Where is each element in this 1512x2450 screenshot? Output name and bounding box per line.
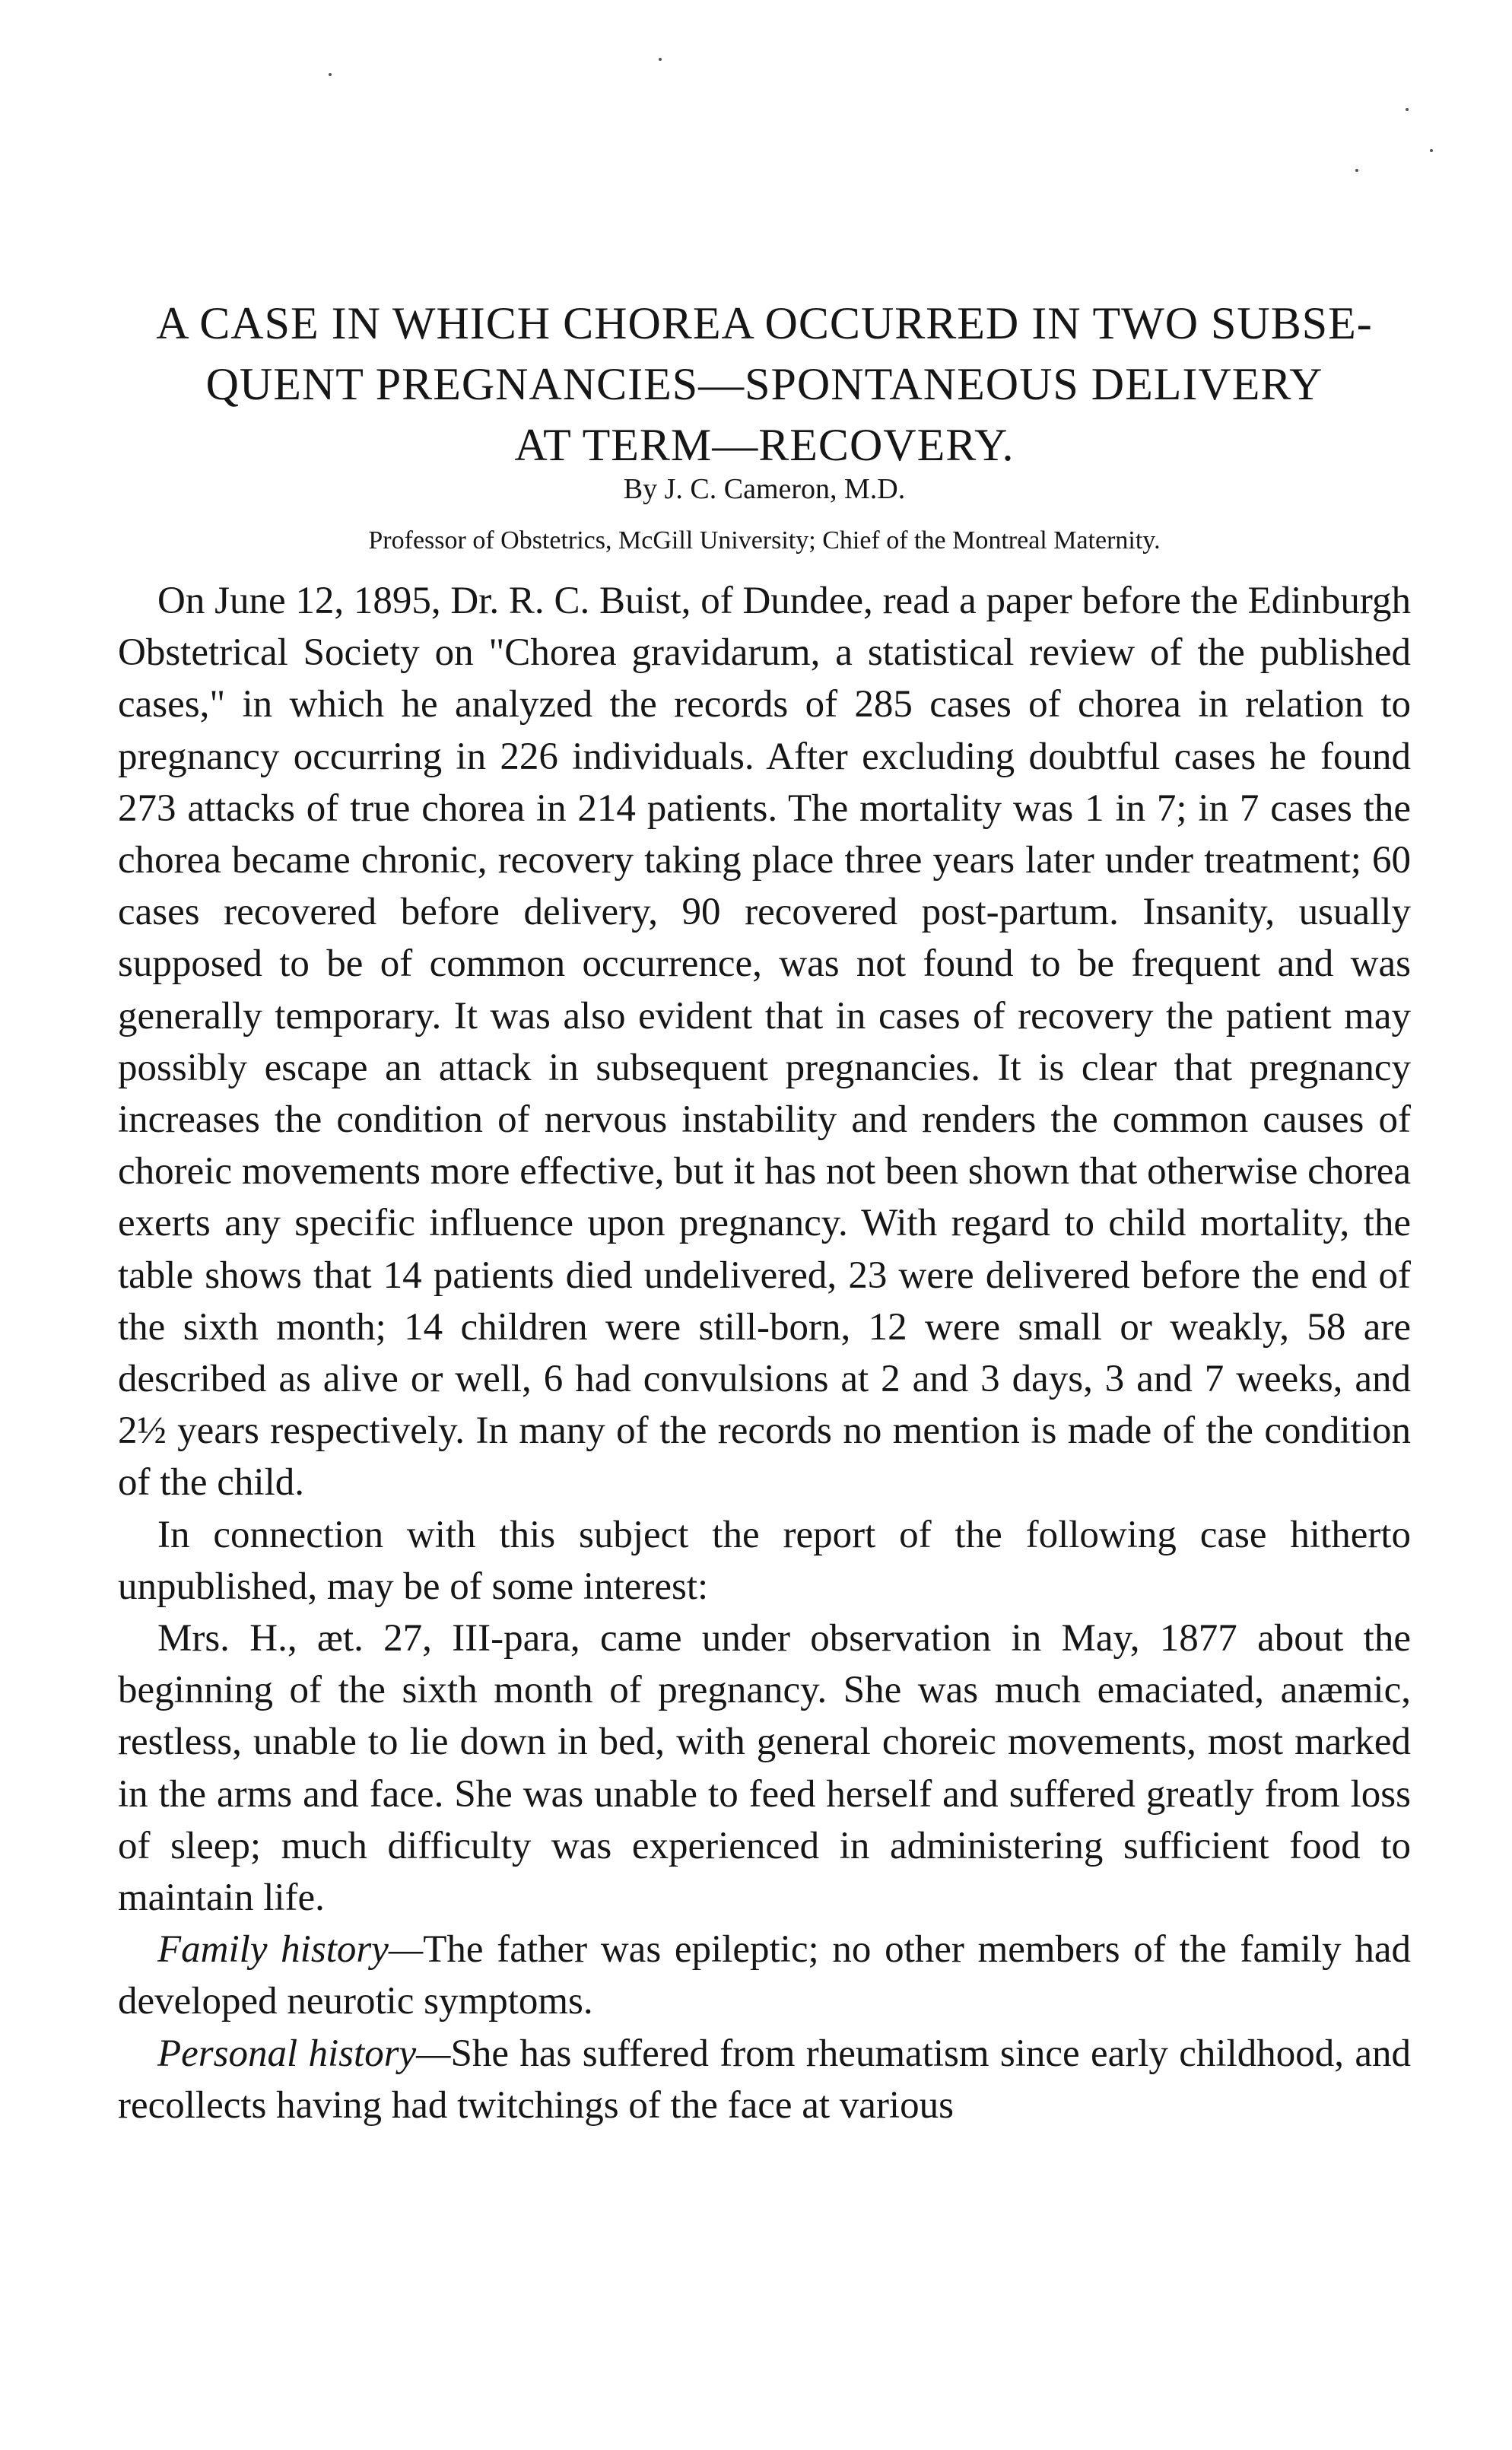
- paragraph-2: In connection with this subject the report of the following case hitherto unpublished, may be of some interest:: [118, 1513, 1411, 1608]
- personal-history-text: She has suffered from rheumatism since early childhood, and recollects having had twitchings of the face at various: [118, 2032, 1412, 2127]
- family-history-label: Family history—: [157, 1928, 424, 1972]
- title-line-3: AT TERM—RECOVERY.: [514, 420, 1015, 470]
- family-history-text: The father was epileptic; no other members of the family had developed neurotic symptoms.: [118, 1928, 1411, 2023]
- author-byline: By J. C. Cameron, M.D.: [623, 473, 906, 505]
- scan-speck: [1355, 169, 1358, 172]
- title-line-2: QUENT PREGNANCIES—SPONTANEOUS DELIVERY: [205, 359, 1323, 409]
- personal-history-label: Personal history—: [157, 2032, 451, 2075]
- scan-speck: [1406, 108, 1409, 111]
- article-body: [118, 575, 1411, 2131]
- scan-speck: [659, 58, 662, 61]
- scan-speck: [1430, 149, 1433, 152]
- article-title: [106, 293, 1422, 475]
- scan-speck: [329, 73, 332, 76]
- personal-history-paragraph: [118, 2028, 1411, 2131]
- paragraph-3: Mrs. H., æt. 27, III-para, came under observation in May, 1877 about the beginning of the sixth month of pregnancy. She was much emaciated, anæmic, restless, unable to lie down in bed, with general choreic movements, most marked in the arms and face. She was unable to feed herself and suffered greatly from loss of sleep; much difficulty was experienced in administering sufficient food to maintain life.: [118, 1617, 1411, 1920]
- title-line-1: A CASE IN WHICH CHOREA OCCURRED IN TWO SUBSE-: [156, 298, 1373, 348]
- author-affiliation: Professor of Obstetrics, McGill University; Chief of the Montreal Maternity.: [368, 526, 1161, 555]
- family-history-paragraph: [118, 1924, 1411, 2027]
- paragraph-1: On June 12, 1895, Dr. R. C. Buist, of Dundee, read a paper before the Edinburgh Obstetrical Society on "Chorea gravidarum, a statistical review of the published cases," in which he analyzed the records of 285 cases of chorea in relation to pregnancy occurring in 226 individuals. After excluding doubtful cases he found 273 attacks of true chorea in 214 patients. The mortality was 1 in 7; in 7 cases the chorea became chronic, recovery taking place three years later under treatment; 60 cases recovered before delivery, 90 recovered post-partum. Insanity, usually supposed to be of common occurrence, was not found to be frequent and was generally temporary. It was also evident that in cases of recovery the patient may possibly escape an attack in subsequent pregnancies. It is clear that pregnancy increases the condition of nervous instability and renders the common causes of choreic movements more effective, but it has not been shown that otherwise chorea exerts any specific influence upon pregnancy. With regard to child mortality, the table shows that 14 patients died undelivered, 23 were delivered before the end of the sixth month; 14 children were still-born, 12 were small or weakly, 58 are described as alive or well, 6 had convulsions at 2 and 3 days, 3 and 7 weeks, and 2½ years respectively. In many of the records no mention is made of the condition of the child.: [118, 580, 1411, 1505]
